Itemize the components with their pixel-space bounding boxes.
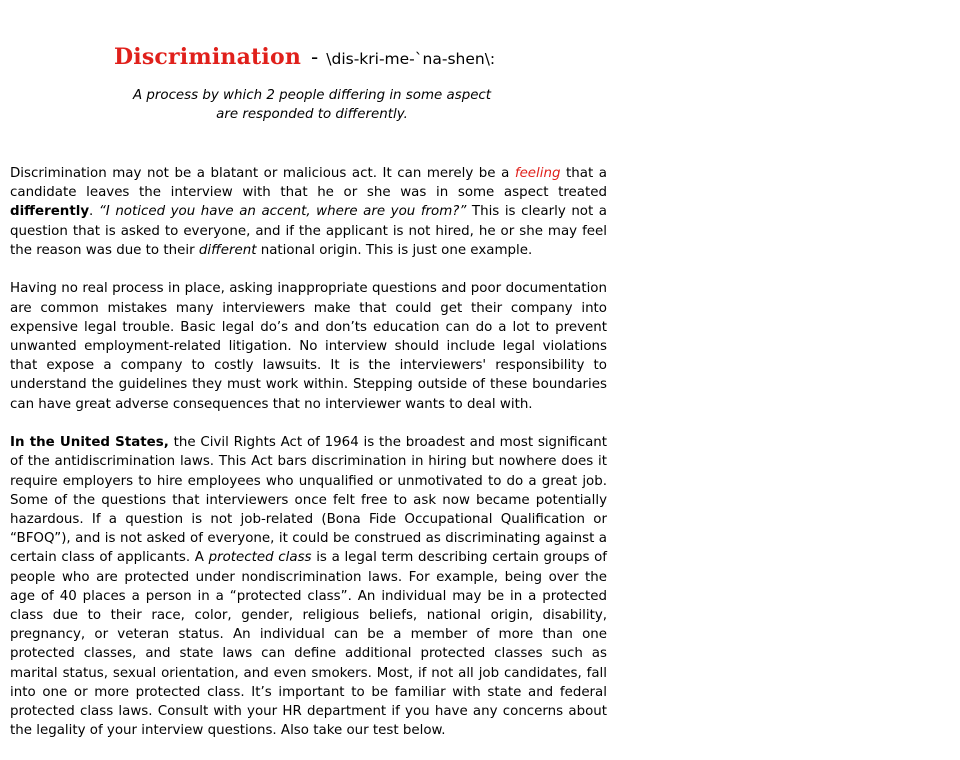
definition (90, 86, 534, 124)
paragraph-1-text-d: This is clearly not a question that is asked to everyone, and if the applicant is not hired, he or she may feel the reason was due to their (10, 204, 608, 258)
paragraph-1-text-b: that a candidate leaves the interview with that he or she was in some aspect treated (10, 166, 607, 201)
paragraph-3-lead: In the United States, (10, 435, 169, 451)
paragraph-1-text-e: national origin. This is just one example. (256, 242, 533, 258)
page-title (114, 44, 714, 70)
paragraph-3 (10, 433, 607, 741)
body-text (10, 164, 607, 760)
definition-line-1: A process by which 2 people differing in some aspect (132, 88, 492, 103)
pronunciation: \dis-kri-me-`na-shen\: (326, 50, 496, 68)
emphasis-feeling: feeling (514, 166, 561, 181)
paragraph-1 (10, 164, 607, 260)
title-word: Discrimination (114, 44, 302, 70)
paragraph-1-text-a: Discrimination may not be a blatant or malicious act. It can merely be a (10, 166, 515, 181)
paragraph-3-text-b: is a legal term describing certain groups of people who are protected under nondiscrimination laws. For example, being over the age of 40 places a person in a “protected class”. An individual may be in a protected class due to their race, color, gender, religious beliefs, national origin, disability, pregnancy, or veteran status. An individual can be a member of more than one protected classes, and state laws can define additional protected classes such as marital status, sexual orientation, and even smokers. Most, if not all job candidates, fall into one or more protected class. It’s important to be familiar with state and federal protected class laws. Consult with your HR department if you have any concerns about the legality of your interview questions. Also take our test below. (10, 550, 607, 739)
paragraph-3-text-a: the Civil Rights Act of 1964 is the broadest and most significant of the antidiscrimination laws. This Act bars discrimination in hiring but nowhere does it require employers to hire employees who unqualified or unmotivated to do a great job. Some of the questions that interviewers once felt free to ask now became potentially hazardous. If a question is not job-related (Bona Fide Occupational Qualification or “BFOQ”), and is not asked of everyone, it could be construed as discriminating against a certain class of applicants. A (10, 435, 608, 566)
title-dash: - (311, 45, 319, 69)
definition-line-2: are responded to differently. (216, 107, 408, 123)
emphasis-differently: differently (10, 204, 90, 220)
paragraph-1-text-c: . (89, 204, 99, 220)
paragraph-2: Having no real process in place, asking inappropriate questions and poor documentation are common mistakes many interviewers make that could get their company into expensive legal trouble. Basic legal do’s and don’ts education can do a lot to prevent unwanted employment-related litigation. No interview should include legal violations that expose a company to costly lawsuits. It is the interviewers' responsibility to understand the guidelines they must work within. Stepping outside of these boundaries can have great adverse consequences that no interviewer wants to deal with. (10, 281, 607, 412)
emphasis-protected-class: protected class (208, 550, 312, 566)
example-quote: “I noticed you have an accent, where are you from?” (98, 204, 467, 220)
emphasis-different: different (198, 242, 257, 258)
